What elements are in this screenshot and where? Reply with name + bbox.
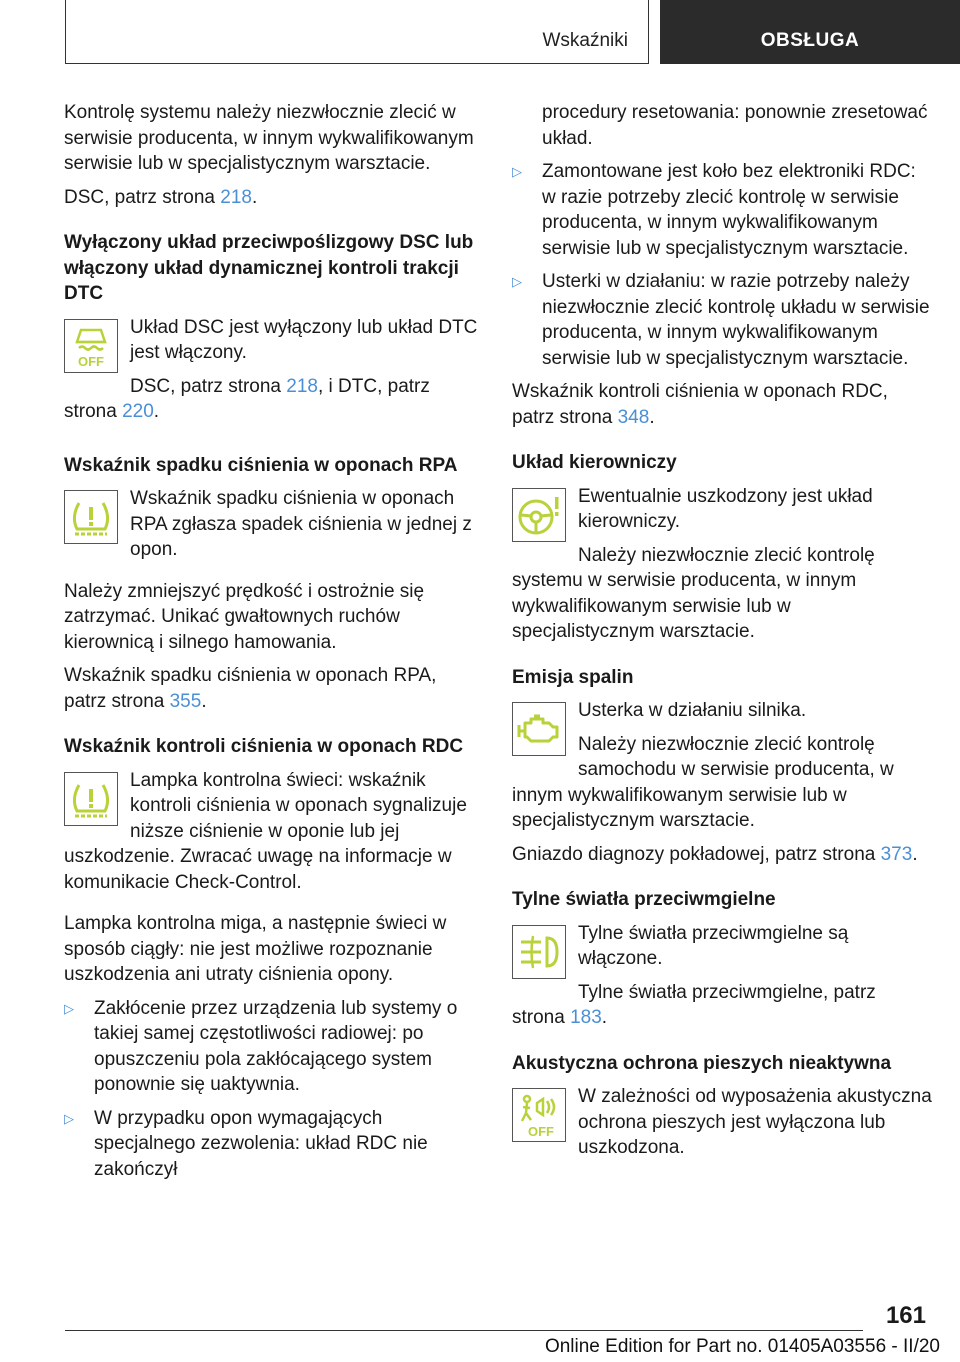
warning-block-fog <box>512 921 932 1031</box>
paragraph: Lampka kontrolna miga, a następnie świeci w sposób ciągły: nie jest możliwe rozpoznanie uszkodzenia ani utraty ciśnienia opony. <box>64 913 447 985</box>
paragraph: Wskaźnik spadku ciśnienia w oponach RPA, patrz strona 355. <box>64 665 437 712</box>
warning-block-rpa <box>64 486 479 571</box>
right-column <box>512 100 932 1169</box>
tire-pressure-icon <box>64 490 118 544</box>
paragraph: Tylne światła przeciwmgielne, patrz strona 183. <box>512 981 876 1028</box>
svg-text:OFF: OFF <box>78 353 104 369</box>
paragraph: Układ DSC jest wyłączony lub układ DTC jest włączony. <box>130 316 478 363</box>
section-heading-pedestrian: Akustyczna ochrona pieszych nieaktywna <box>512 1052 892 1074</box>
warning-block-dsc <box>64 315 479 433</box>
bullet-list <box>64 996 479 1183</box>
paragraph: Gniazdo diagnozy pokładowej, patrz strona 373. <box>512 843 918 865</box>
page-link[interactable]: 348 <box>617 406 650 428</box>
page-link[interactable]: 183 <box>570 1007 602 1028</box>
header-box <box>65 0 649 64</box>
triangle-bullet-icon: ▷ <box>512 274 522 289</box>
page-link[interactable]: 218 <box>286 375 318 397</box>
list-item: ▷ Usterki w działaniu: w razie potrzeby należy niezwłocznie zlecić kontrolę układu w serwisie producenta, w innym wykwalifikowanym serwisie lub w specjalistycznym warsztacie. <box>512 271 930 369</box>
paragraph: W zależności od wyposażenia akustyczna ochrona pieszych jest wyłączona lub uszkodzona. <box>578 1086 932 1158</box>
list-item-continuation: procedury resetowania: ponownie zresetować układ. <box>542 102 928 149</box>
paragraph: DSC, patrz strona 218, i DTC, patrz strona 220. <box>64 375 430 422</box>
bullet-list <box>512 100 932 371</box>
section-heading-rdc: Wskaźnik kontroli ciśnienia w oponach RDC <box>64 736 464 757</box>
paragraph: DSC, patrz strona 218. <box>64 186 258 208</box>
page-link[interactable]: 355 <box>169 690 202 712</box>
warning-block-pedestrian <box>512 1084 932 1161</box>
page-link[interactable]: 373 <box>880 843 913 865</box>
list-item: ▷ Zakłócenie przez urządzenia lub systemy o takiej samej częstotliwości radiowej: po opuszczeniu pola zakłócającego system ponownie się uaktywnia. <box>64 997 458 1095</box>
paragraph: Usterka w działaniu silnika. <box>578 700 807 721</box>
footer-divider <box>65 1330 863 1331</box>
paragraph: Wskaźnik spadku ciśnienia w oponach RPA zgłasza spadek ciśnienia w jednej z opon. <box>130 488 472 560</box>
page-link[interactable]: 218 <box>220 186 252 208</box>
paragraph: Tylne światła przeciwmgielne są włączone. <box>578 922 849 969</box>
triangle-bullet-icon: ▷ <box>64 1110 74 1126</box>
paragraph: Ewentualnie uszkodzony jest układ kierowniczy. <box>578 485 873 532</box>
section-heading-rpa: Wskaźnik spadku ciśnienia w oponach RPA <box>64 454 458 476</box>
section-title: Wskaźniki <box>542 30 628 51</box>
triangle-bullet-icon: ▷ <box>512 164 522 179</box>
section-heading-steering: Układ kierowniczy <box>512 452 677 473</box>
page-link[interactable]: 220 <box>122 401 154 422</box>
warning-block-emission <box>512 698 932 834</box>
pedestrian-sound-off-icon <box>512 1088 566 1142</box>
warning-block-rdc <box>64 768 479 904</box>
edition-note: Online Edition for Part no. 01405A03556 - II/20 <box>544 1336 940 1357</box>
chapter-tab <box>660 0 960 64</box>
section-heading-emission: Emisja spalin <box>512 666 634 688</box>
section-heading-dsc: Wyłączony układ przeciwpoślizgowy DSC lub włączony układ dynamicznej kontroli trakcji DTC <box>64 232 474 304</box>
paragraph: Należy zmniejszyć prędkość i ostrożnie się zatrzymać. Unikać gwałtownych ruchów kierownicą i silnego hamowania. <box>64 580 425 653</box>
paragraph: Kontrolę systemu należy niezwłocznie zlecić w serwisie producenta, w innym wykwalifikowanym serwisie lub w specjalistycznym warsztacie. <box>64 102 474 174</box>
list-item: ▷ Zamontowane jest koło bez elektroniki RDC: w razie potrzeby zlecić kontrolę w serwisie producenta, w innym wykwalifikowanym serwisie lub w specjalistycznym warsztacie. <box>512 161 916 259</box>
paragraph: Należy niezwłocznie zlecić kontrolę samochodu w serwisie producenta, w innym wykwalifikowanym serwisie lub w specjalistycznym warsztacie. <box>512 733 894 831</box>
warning-block-steering <box>512 484 932 645</box>
section-heading-fog: Tylne światła przeciwmgielne <box>512 889 776 910</box>
paragraph: Wskaźnik kontroli ciśnienia w oponach RDC, patrz strona 348. <box>512 381 888 428</box>
paragraph: Lampka kontrolna świeci: wskaźnik kontroli ciśnienia w oponach sygnalizuje niższe ciśnienie w oponie lub jej uszkodzenie. Zwracać uwagę na informacje w komunikacie Check-Control. <box>64 769 467 893</box>
tire-pressure-icon <box>64 772 118 826</box>
dsc-off-icon <box>64 319 118 373</box>
steering-wheel-warning-icon <box>512 488 566 542</box>
list-item: ▷ W przypadku opon wymagających specjalnego zezwolenia: układ RDC nie zakończył <box>64 1107 428 1180</box>
triangle-bullet-icon: ▷ <box>64 1000 74 1016</box>
chapter-tab-label: OBSŁUGA <box>760 30 860 51</box>
svg-text:OFF: OFF <box>528 1124 554 1139</box>
engine-check-icon <box>512 702 566 756</box>
rear-fog-light-icon <box>512 925 566 979</box>
left-column <box>64 100 479 1190</box>
page-number: 161 <box>885 1302 926 1329</box>
paragraph: Należy niezwłocznie zlecić kontrolę systemu w serwisie producenta, w innym wykwalifikowanym serwisie lub w specjalistycznym warsztacie. <box>512 544 875 642</box>
